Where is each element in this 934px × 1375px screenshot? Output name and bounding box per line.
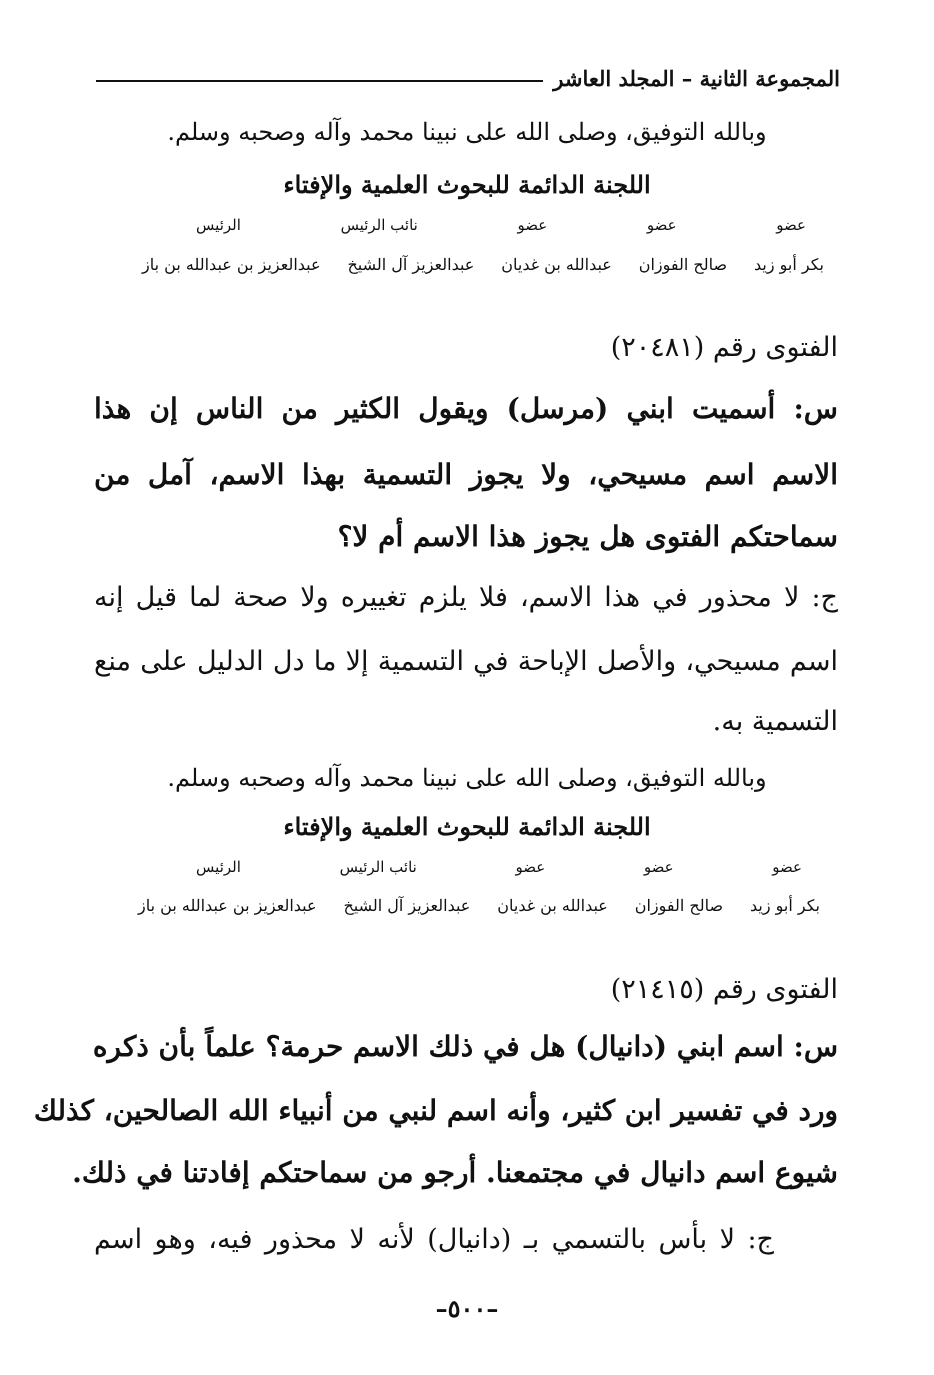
- signatory-name: عبدالعزيز آل الشيخ: [343, 896, 471, 915]
- role-member: عضو: [517, 216, 548, 234]
- committee-name: اللجنة الدائمة للبحوث العلمية والإفتاء: [283, 170, 651, 199]
- signatory-name: عبدالله بن غديان: [497, 896, 608, 915]
- question-line: سماحتكم الفتوى هل يجوز هذا الاسم أم لا؟: [337, 520, 838, 553]
- answer-line: ج: لا محذور في هذا الاسم، فلا يلزم تغييره ولا صحة لما قيل إنه: [94, 582, 838, 613]
- signatory-names: [142, 255, 824, 274]
- role-president: الرئيس: [196, 216, 241, 234]
- role-vice-president: نائب الرئيس: [339, 858, 417, 876]
- role-member: عضو: [643, 858, 674, 876]
- signatory-name: عبدالعزيز بن عبدالله بن باز: [138, 896, 317, 915]
- running-header: [96, 66, 840, 91]
- answer-line: التسمية به.: [712, 706, 838, 737]
- running-title: المجموعة الثانية – المجلد العاشر: [553, 66, 840, 91]
- fatwa-title: الفتوى رقم (٢١٤١٥): [610, 974, 838, 1005]
- role-member: عضو: [776, 216, 806, 234]
- role-member: عضو: [646, 216, 677, 234]
- signatory-name: عبدالله بن غديان: [501, 255, 612, 274]
- question-line: الاسم اسم مسيحي، ولا يجوز التسمية بهذا الاسم، آمل من: [94, 458, 838, 491]
- role-president: الرئيس: [196, 858, 241, 876]
- signatory-name: صالح الفوزان: [638, 255, 728, 274]
- question-line: ورد في تفسير ابن كثير، وأنه اسم لنبي من أنبياء الله الصالحين، كذلك: [33, 1094, 838, 1127]
- closing-formula: وبالله التوفيق، وصلى الله على نبينا محمد وآله وصحبه وسلم.: [167, 118, 767, 146]
- question-line: س: أسميت ابني (مرسل) ويقول الكثير من الناس إن هذا: [94, 392, 838, 425]
- committee-name: اللجنة الدائمة للبحوث العلمية والإفتاء: [283, 812, 651, 841]
- answer-line: اسم مسيحي، والأصل الإباحة في التسمية إلا ما دل الدليل على منع: [94, 646, 838, 677]
- question-line: س: اسم ابني (دانيال) هل في ذلك الاسم حرمة؟ علماً بأن ذكره: [92, 1030, 838, 1063]
- signatory-name: صالح الفوزان: [634, 896, 724, 915]
- role-member: عضو: [515, 858, 546, 876]
- question-line: شيوع اسم دانيال في مجتمعنا. أرجو من سماحتكم إفادتنا في ذلك.: [72, 1156, 838, 1189]
- closing-formula: وبالله التوفيق، وصلى الله على نبينا محمد وآله وصحبه وسلم.: [167, 764, 767, 792]
- signatory-roles: [196, 858, 802, 876]
- signatory-roles: [196, 216, 806, 234]
- answer-line: ج: لا بأس بالتسمي بـ (دانيال) لأنه لا محذور فيه، وهو اسم: [94, 1224, 774, 1255]
- role-member: عضو: [772, 858, 802, 876]
- signatory-names: [138, 896, 820, 915]
- signatory-name: بكر أبو زيد: [749, 896, 820, 915]
- signatory-name: بكر أبو زيد: [753, 255, 824, 274]
- signatory-name: عبدالعزيز آل الشيخ: [347, 255, 475, 274]
- signatory-name: عبدالعزيز بن عبدالله بن باز: [142, 255, 321, 274]
- fatwa-title: الفتوى رقم (٢٠٤٨١): [610, 332, 838, 363]
- header-rule: [96, 80, 543, 82]
- role-vice-president: نائب الرئيس: [340, 216, 418, 234]
- page-number: –٥٠٠–: [435, 1294, 499, 1323]
